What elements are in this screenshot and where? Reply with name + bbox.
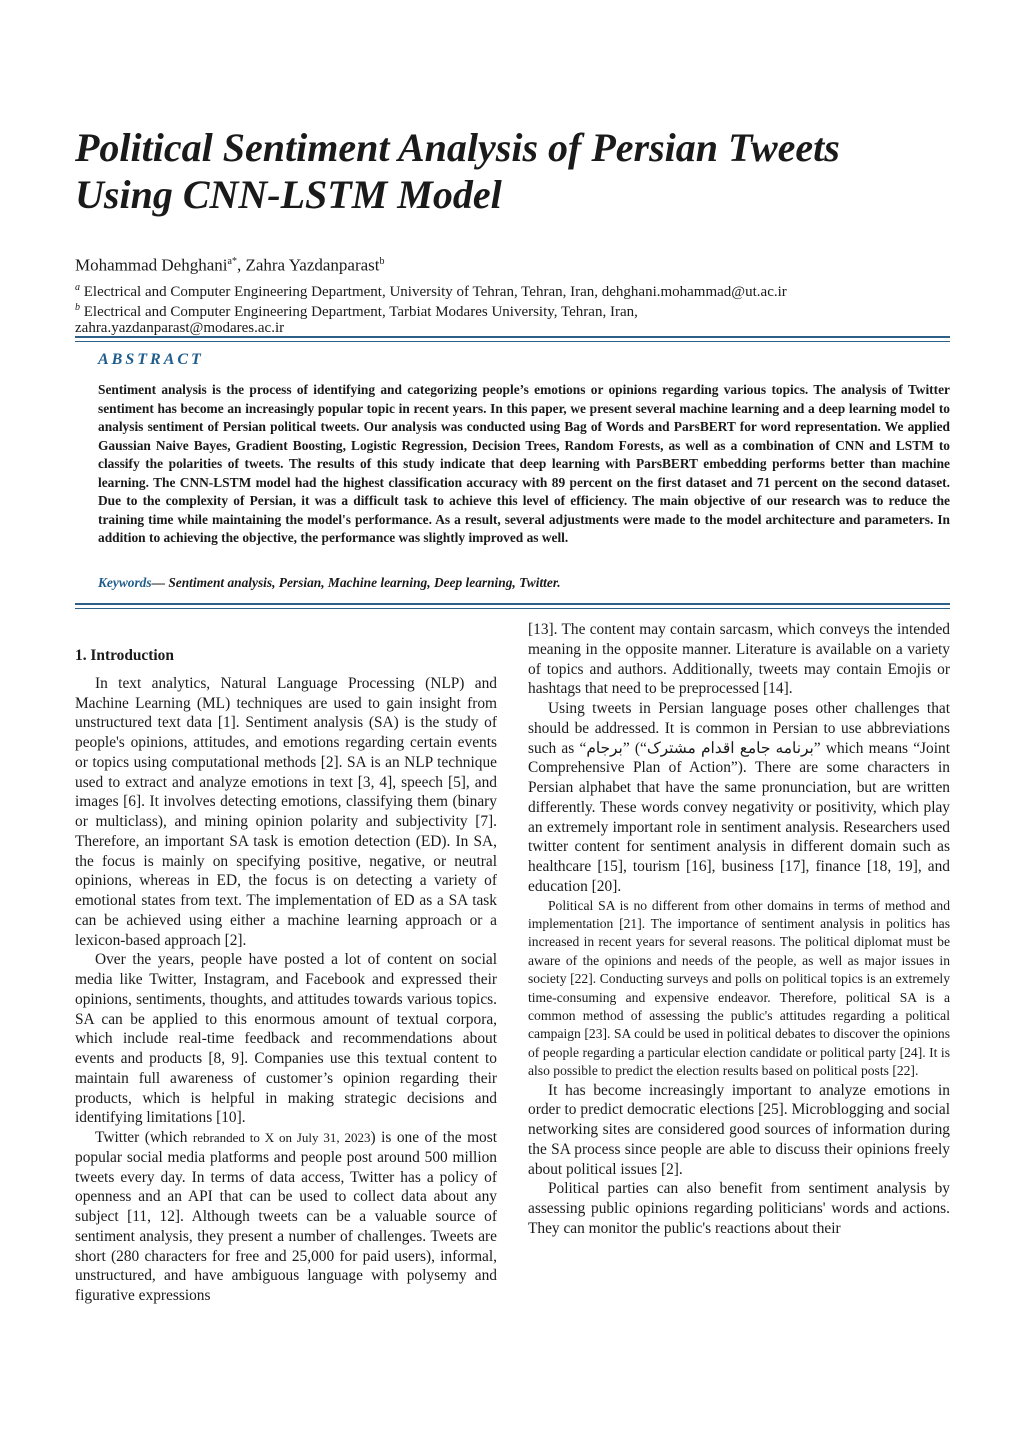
text-run: Using tweets in Persian language poses other challenges that should be addressed. It is common in Persian to use abbreviations such as “ [528,700,950,757]
body-paragraph [75,1128,497,1306]
affiliation-mark: a [75,282,80,293]
persian-expansion: برنامه جامع اقدام مشترک [646,739,814,757]
body-paragraph: [13]. The content may contain sarcasm, which conveys the intended meaning in the opposite manner. Literature is available on a variety of topics and authors. Additionally, tweets may contain Emojis or hashtags that need to be preprocessed [14]. [528,621,950,698]
keywords-text: — Sentiment analysis, Persian, Machine learning, Deep learning, Twitter. [151,575,561,590]
author-affiliation-mark: b [379,256,385,267]
affiliation-text: Electrical and Computer Engineering Department, Tarbiat Modares University, Tehran, Iran, [80,304,638,320]
author-separator: , [236,255,246,275]
body-paragraph: It has become increasingly important to analyze emotions in order to predict democratic elections [25]. Microblogging and social networking sites are considered good sources of information during the SA process since people are able to discuss their opinions freely about political issues [2]. [528,1081,950,1178]
header-divider [75,336,950,338]
body-paragraph [528,699,950,897]
paper-title [75,124,955,218]
body-paragraph: Political SA is no different from other domains in terms of method and implementation [21]. The importance of sentiment analysis in politics has increased in recent years for several reasons. The political diplomat must be aware of the opinions and needs of the people, as well as major issues in society [22]. Conducting surveys and polls on political topics is an extremely time-consuming and expensive endeavor. Therefore, political SA is a common method of assessing the public's attitudes regarding a political campaign [23]. SA could be used in political debates to discover the opinions of people regarding a particular election candidate or political party [24]. It is also possible to predict the election results based on political posts [22]. [528,897,950,1079]
keywords-label: Keywords [98,575,152,590]
abstract-divider [75,603,950,605]
abstract-heading: ABSTRACT [98,351,204,368]
text-run-small: rebranded to X on July 31, 2023 [192,1130,371,1145]
body-paragraph: Political parties can also benefit from sentiment analysis by assessing public opinions regarding politicians' words and actions. They can monitor the public's reactions about their [528,1180,950,1237]
text-run: ” which means “Joint Comprehensive Plan of Action”). There are some characters in Persian alphabet that have the same pronunciation, but are written differently. These words convey negativity or positivity, which play an extremely important role in sentiment analysis. Researchers used twitter content for sentiment analysis in different domain such as healthcare [15], tourism [16], business [17], finance [18, 19], and education [20]. [528,739,950,895]
left-column [75,620,497,1306]
abstract-divider-thin [75,608,950,609]
abstract-text: Sentiment analysis is the process of identifying and categorizing people’s emotions or opinions regarding various topics. The analysis of Twitter sentiment has become an increasingly popular topic in recent years. In this paper, we present several machine learning and a deep learning model to analysis sentiment of Persian political tweets. Our analysis was conducted using Bag of Words and ParsBERT for word representation. We applied Gaussian Naive Bayes, Gradient Boosting, Logistic Regression, Decision Trees, Random Forests, as well as a combination of CNN and LSTM to classify the polarities of tweets. The results of this study indicate that deep learning with ParsBERT embedding performs better than machine learning. The CNN-LSTM model had the highest classification accuracy with 89 percent on the first dataset and 71 percent on the second dataset. Due to the complexity of Persian, it was a difficult task to achieve this level of efficiency. The main objective of our research was to reduce the training time while maintaining the model's performance. As a result, several adjustments were made to the model architecture and parameters. In addition to achieving the objective, the performance was slightly improved as well. [98,382,950,545]
keywords-line [98,575,561,591]
title-line-1: Political Sentiment Analysis of Persian Tweets [75,125,840,170]
affiliation-mark: b [75,302,80,313]
right-column [528,620,950,1239]
text-run: ) is one of the most popular social media platforms and people post around 500 million tweets every day. In terms of data access, Twitter has a policy of openness and an API that can be used to collect data about any subject [11, 12]. Although tweets can be a valuable source of sentiment analysis, they present a number of challenges. Tweets are short (280 characters for free and 25,000 for paid users), informal, unstructured, and have ambiguous language with polysemy and figurative expressions [75,1129,498,1304]
author-affiliation-mark: a* [227,256,237,267]
text-run: ” (“ [622,739,647,757]
author-list [75,251,385,277]
affiliation-text: Electrical and Computer Engineering Department, University of Tehran, Tehran, Iran, dehghani.mohammad@ut.ac.ir [80,284,787,300]
text-run: Twitter (which [95,1129,193,1146]
header-divider-thin [75,341,950,342]
section-title: 1. Introduction [75,647,174,664]
author-name: Mohammad Dehghani [75,255,228,275]
title-line-2: Using CNN-LSTM Model [75,172,502,217]
body-paragraph: Over the years, people have posted a lot of content on social media like Twitter, Instagram, and Facebook and expressed their opinions, sentiments, thoughts, and attitudes towards various topics. SA can be applied to this enormous amount of textual corpora, which include real-time feedback and recommendations about events and products [8, 9]. Companies use this textual content to maintain full awareness of customer’s opinion regarding their products, which is helpful in making strategic decisions and identifying limitations [10]. [75,951,497,1127]
body-paragraph: In text analytics, Natural Language Processing (NLP) and Machine Learning (ML) techniques are used to gain insight from unstructured text data [1]. Sentiment analysis (SA) is the study of people's opinions, attitudes, and emotions regarding certain events or topics using computational methods [2]. SA is an NLP technique used to extract and analyze emotions in text [3, 4], speech [5], and images [6]. It involves detecting emotions, classifying them (binary or multiclass), and mining opinion polarity and subjectivity [7]. Therefore, an important SA task is emotion detection (ED). In SA, the focus is mainly on specifying positive, negative, or neutral opinions, whereas in ED, the focus is on detecting a variety of emotional states from text. The implementation of ED as a SA task can be achieved using either a machine learning approach or a lexicon-based approach [2]. [75,674,497,949]
affiliation-b-email: zahra.yazdanparast@modares.ac.ir [75,320,285,336]
persian-abbreviation: برجام [586,739,623,757]
author-name: Zahra Yazdanparast [245,255,380,275]
